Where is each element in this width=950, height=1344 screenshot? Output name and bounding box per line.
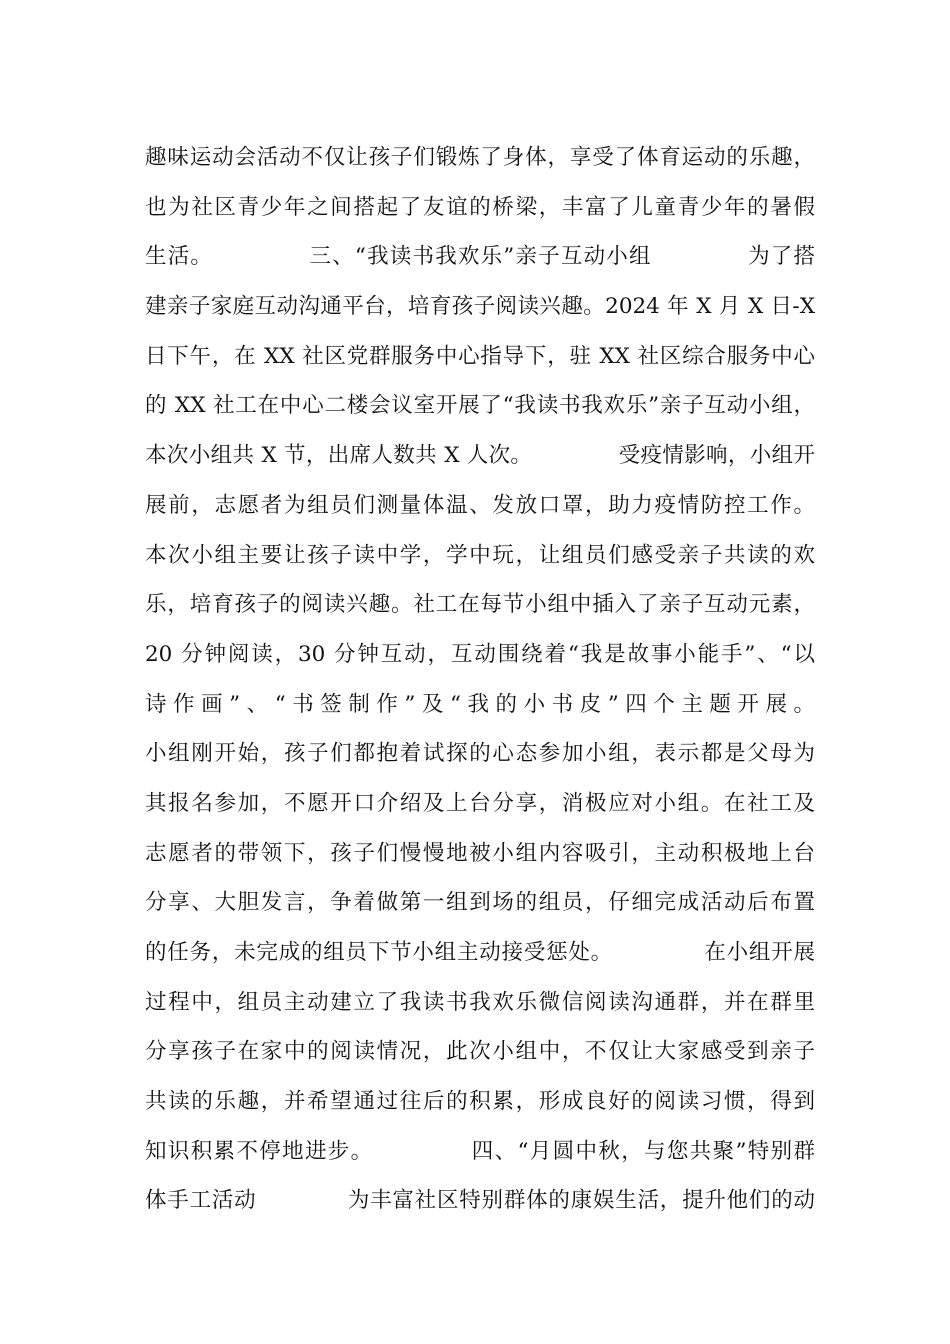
text-line: 日下午，在 XX 社区党群服务中心指导下，驻 XX 社区综合服务中心: [145, 343, 815, 369]
text-line: 志愿者的带领下，孩子们慢慢地被小组内容吸引，主动积极地上台: [145, 840, 815, 866]
text-line: 过程中，组员主动建立了我读书我欢乐微信阅读沟通群，并在群里: [145, 989, 815, 1015]
text-line: 20 分钟阅读，30 分钟互动，互动围绕着“我是故事小能手”、“以: [145, 641, 815, 667]
text-line: 的 XX 社工在中心二楼会议室开展了“我读书我欢乐”亲子互动小组，: [145, 393, 815, 419]
text-line: 小组刚开始，孩子们都抱着试探的心态参加小组，表示都是父母为: [145, 741, 815, 767]
text-line: 知识积累不停地进步。 四、“月圆中秋，与您共聚”特别群: [145, 1138, 815, 1164]
body-text: [145, 133, 815, 1226]
text-line: 的任务，未完成的组员下节小组主动接受惩处。 在小组开展: [145, 940, 815, 965]
text-line: 乐，培育孩子的阅读兴趣。社工在每节小组中插入了亲子互动元素，: [145, 592, 815, 618]
text-line: 趣味运动会活动不仅让孩子们锻炼了身体，享受了体育运动的乐趣，: [145, 145, 815, 170]
text-line: 本次小组主要让孩子读中学，学中玩，让组员们感受亲子共读的欢: [145, 542, 815, 568]
text-line: 也为社区青少年之间搭起了友谊的桥梁，丰富了儿童青少年的暑假: [145, 194, 815, 220]
text-line: 分享孩子在家中的阅读情况，此次小组中，不仅让大家感受到亲子: [145, 1039, 815, 1065]
text-line: 其报名参加，不愿开口介绍及上台分享，消极应对小组。在社工及: [145, 790, 815, 816]
text-line: 生活。 三、“我读书我欢乐”亲子互动小组 为了搭: [145, 244, 815, 270]
text-line: 建亲子家庭互动沟通平台，培育孩子阅读兴趣。2024 年 X 月 X 日-X: [145, 294, 815, 320]
text-line: 共读的乐趣，并希望通过往后的积累，形成良好的阅读习惯，得到: [145, 1089, 815, 1115]
text-line: 分享、大胆发言，争着做第一组到场的组员，仔细完成活动后布置: [145, 890, 815, 916]
text-line: 展前，志愿者为组员们测量体温、发放口罩，助力疫情防控工作。: [145, 492, 815, 518]
text-line: 诗作画”、“书签制作”及“我的小书皮”四个主题开展。: [145, 691, 815, 717]
text-line: 体手工活动 为丰富社区特别群体的康娱生活，提升他们的动: [145, 1188, 815, 1214]
text-line: 本次小组共 X 节，出席人数共 X 人次。 受疫情影响，小组开: [145, 443, 815, 469]
